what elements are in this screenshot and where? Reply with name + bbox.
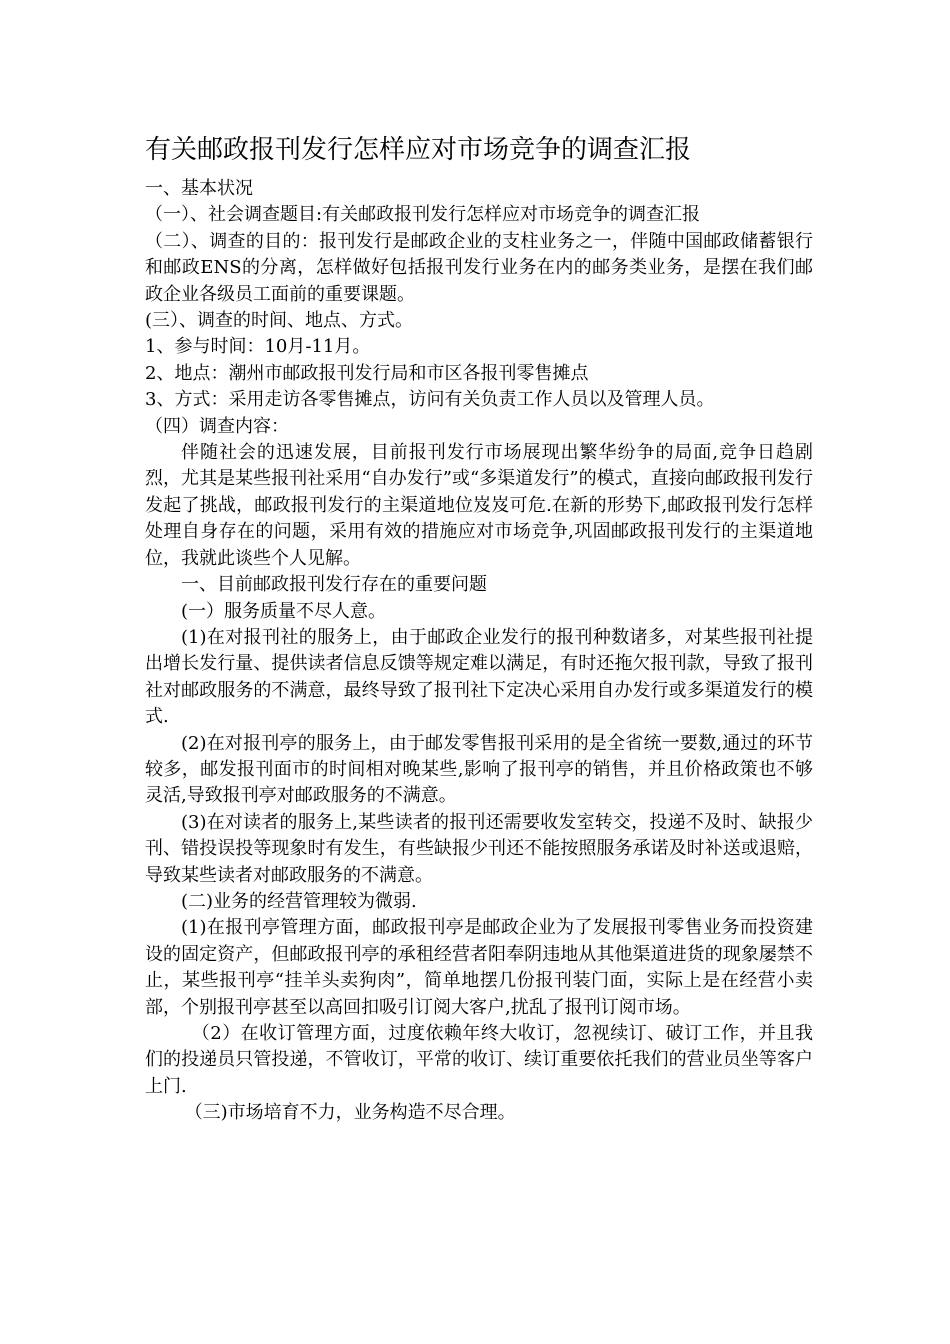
- paragraph-time: 1、参与时间：10月-11月。: [145, 336, 371, 358]
- paragraph-place: 2、地点：潮州市邮政报刊发行局和市区各报刊零售摊点: [145, 362, 589, 384]
- subheading-market-cultivation: （三)市场培育不力，业务构造不尽合理。: [184, 1102, 516, 1124]
- paragraph-time-place-method: (三）、调查的时间、地点、方式。: [145, 310, 414, 332]
- paragraph-kiosk-management: (1)在报刊亭管理方面，邮政报刊亭是邮政企业为了发展报刊零售业务而投资建设的固定资产，但邮政报刊亭的承租经营者阳奉阴违地从其他渠道进货的现象屡禁不止，某些报刊亭“挂羊头卖狗肉”，简单地摆几份报刊装门面，实际上是在经营小卖部，个别报刊亭甚至以高回扣吸引订阅大客户,扰乱了报刊订阅市场。: [145, 917, 813, 1018]
- document-title: 有关邮政报刊发行怎样应对市场竞争的调查汇报: [145, 135, 692, 165]
- section-heading-problems: 一、目前邮政报刊发行存在的重要问题: [181, 574, 487, 596]
- paragraph-service-publishers: (1)在对报刊社的服务上，由于邮政企业发行的报刊种数诸多，对某些报刊社提出增长发行量、提供读者信息反馈等规定难以满足，有时还拖欠报刊款，导致了报刊社对邮政服务的不满意，最终导致了报刊社下定决心采用自办发行或多渠道发行的模式.: [145, 626, 813, 728]
- paragraph-survey-topic: （一）、社会调查题目:有关邮政报刊发行怎样应对市场竞争的调查汇报: [145, 204, 701, 226]
- paragraph-service-kiosks: (2)在对报刊亭的服务上，由于邮发零售报刊采用的是全省统一要数,通过的环节较多，邮发报刊面市的时间相对晚某些,影响了报刊亭的销售，并且价格政策也不够灵活,导致报刊亭对邮政服务的不满意。: [145, 732, 813, 807]
- paragraph-subscription-management: （2）在收订管理方面，过度依赖年终大收订，忽视续订、破订工作，并且我们的投递员只管投递，不管收订，平常的收订、续订重要依托我们的营业员坐等客户上门.: [145, 1023, 813, 1097]
- document-page: [145, 128, 813, 1127]
- paragraph-intro: 伴随社会的迅速发展，目前报刊发行市场展现出繁华纷争的局面,竞争日趋剧烈，尤其是某些报刊社采用“自办发行”或“多渠道发行”的模式，直接向邮政报刊发行发起了挑战，邮政报刊发行的主渠道地位岌岌可危.在新的形势下,邮政报刊发行怎样处理自身存在的问题，采用有效的措施应对市场竞争,巩固邮政报刊发行的主渠道地位，我就此谈些个人见解。: [145, 442, 813, 569]
- subheading-management: (二)业务的经营管理较为微弱.: [181, 890, 417, 912]
- paragraph-method: 3、方式：采用走访各零售摊点，访问有关负责工作人员以及管理人员。: [145, 389, 715, 411]
- paragraph-content-heading: （四）调查内容：: [145, 415, 289, 437]
- subheading-service-quality: (一）服务质量不尽人意。: [181, 600, 387, 622]
- paragraph-survey-purpose: （二）、调查的目的：报刊发行是邮政企业的支柱业务之一，伴随中国邮政储蓄银行和邮政ENS的分离，怎样做好包括报刊发行业务在内的邮务类业务，是摆在我们邮政企业各级员工面前的重要课题。: [145, 230, 813, 305]
- paragraph-service-readers: (3)在对读者的服务上,某些读者的报刊还需要收发室转交，投递不及时、缺报少刊、错投误投等现象时有发生，有些缺报少刊还不能按照服务承诺及时补送或退赔，导致某些读者对邮政服务的不满意。: [145, 811, 813, 886]
- section-heading-basic: 一、基本状况: [145, 178, 253, 199]
